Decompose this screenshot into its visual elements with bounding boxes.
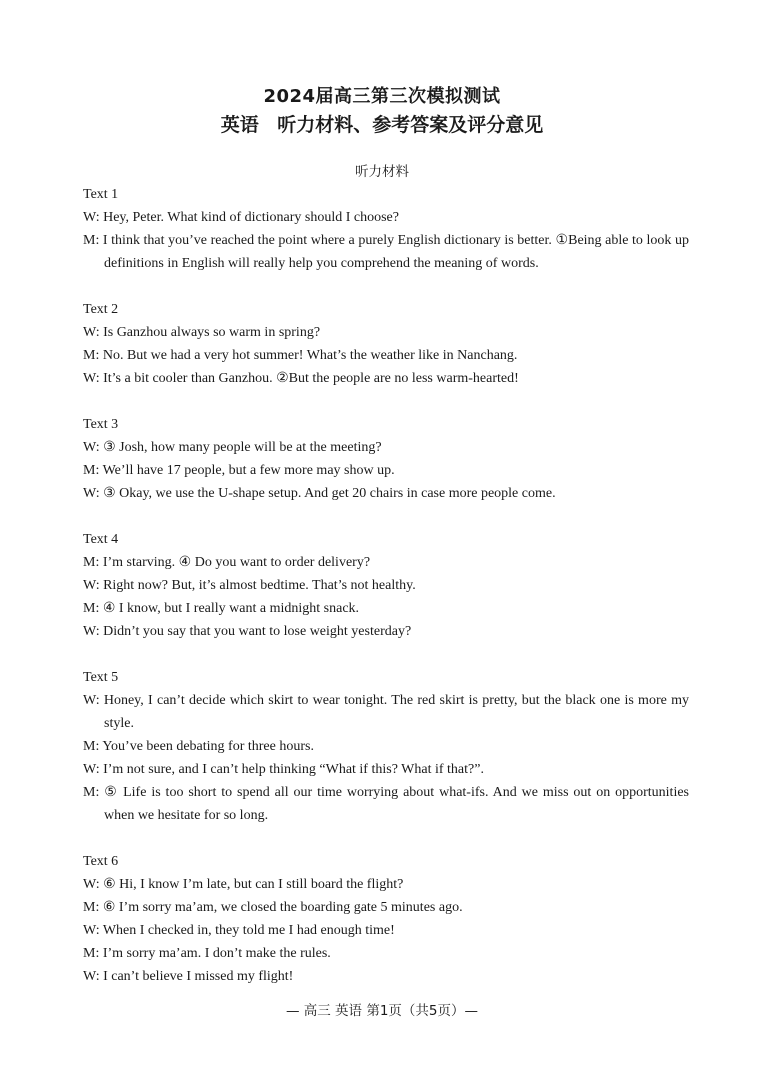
text-label: Text 5 xyxy=(83,670,119,685)
text-block-2 xyxy=(83,298,689,390)
text-block-4 xyxy=(83,528,689,643)
dialogue-line: M: We’ll have 17 people, but a few more may show up. xyxy=(83,463,395,478)
text-label: Text 2 xyxy=(83,302,119,317)
dialogue-line: W: ③ Josh, how many people will be at the meeting? xyxy=(83,440,382,455)
dialogue-line: W: Didn’t you say that you want to lose weight yesterday? xyxy=(83,624,412,639)
dialogue-line: W: I can’t believe I missed my flight! xyxy=(83,969,294,984)
dialogue-line: W: ③ Okay, we use the U-shape setup. And get 20 chairs in case more people come. xyxy=(83,486,556,501)
dialogue-line: M: No. But we had a very hot summer! What’s the weather like in Nanchang. xyxy=(83,348,518,363)
dialogue-line: W: Hey, Peter. What kind of dictionary should I choose? xyxy=(83,210,399,225)
dialogue-line: M: ⑥ I’m sorry ma’am, we closed the boarding gate 5 minutes ago. xyxy=(83,900,463,915)
text-block-6 xyxy=(83,850,689,988)
dialogue-line: W: Is Ganzhou always so warm in spring? xyxy=(83,325,321,340)
dialogue-line: M: I’m sorry ma’am. I don’t make the rules. xyxy=(83,946,331,961)
exam-subtitle: 英语 听力材料、参考答案及评分意见 xyxy=(220,114,544,136)
dialogue-line: M: I think that you’ve reached the point where a purely English dictionary is better. ①Being able to look up definitions in English will really help you comprehend the meaning of words. xyxy=(83,233,689,271)
dialogue-line: W: Right now? But, it’s almost bedtime. That’s not healthy. xyxy=(83,578,416,593)
dialogue-line: W: Honey, I can’t decide which skirt to wear tonight. The red skirt is pretty, but the black one is more my style. xyxy=(83,693,689,731)
text-label: Text 3 xyxy=(83,417,119,432)
section-heading-listening-materials: 听力材料 xyxy=(355,164,409,180)
page-footer: — 高三 英语 第1页（共5页）— xyxy=(285,1003,479,1019)
listening-transcripts xyxy=(83,183,689,1011)
dialogue-line: W: I’m not sure, and I can’t help thinking “What if this? What if that?”. xyxy=(83,762,484,777)
text-label: Text 4 xyxy=(83,532,119,547)
text-block-3 xyxy=(83,413,689,505)
dialogue-line: W: When I checked in, they told me I had enough time! xyxy=(83,923,395,938)
dialogue-line: W: It’s a bit cooler than Ganzhou. ②But the people are no less warm-hearted! xyxy=(83,371,519,386)
text-block-5 xyxy=(83,666,689,827)
text-block-1 xyxy=(83,183,689,275)
dialogue-line: M: ④ I know, but I really want a midnight snack. xyxy=(83,601,360,616)
text-label: Text 1 xyxy=(83,187,119,202)
dialogue-line: M: You’ve been debating for three hours. xyxy=(83,739,314,754)
exam-title: 2024届高三第三次模拟测试 xyxy=(263,86,501,107)
dialogue-line: M: ⑤ Life is too short to spend all our time worrying about what-ifs. And we miss out on opportunities when we hesitate for so long. xyxy=(83,785,689,823)
dialogue-line: M: I’m starving. ④ Do you want to order delivery? xyxy=(83,555,371,570)
dialogue-line: W: ⑥ Hi, I know I’m late, but can I still board the flight? xyxy=(83,877,404,892)
text-label: Text 6 xyxy=(83,854,119,869)
